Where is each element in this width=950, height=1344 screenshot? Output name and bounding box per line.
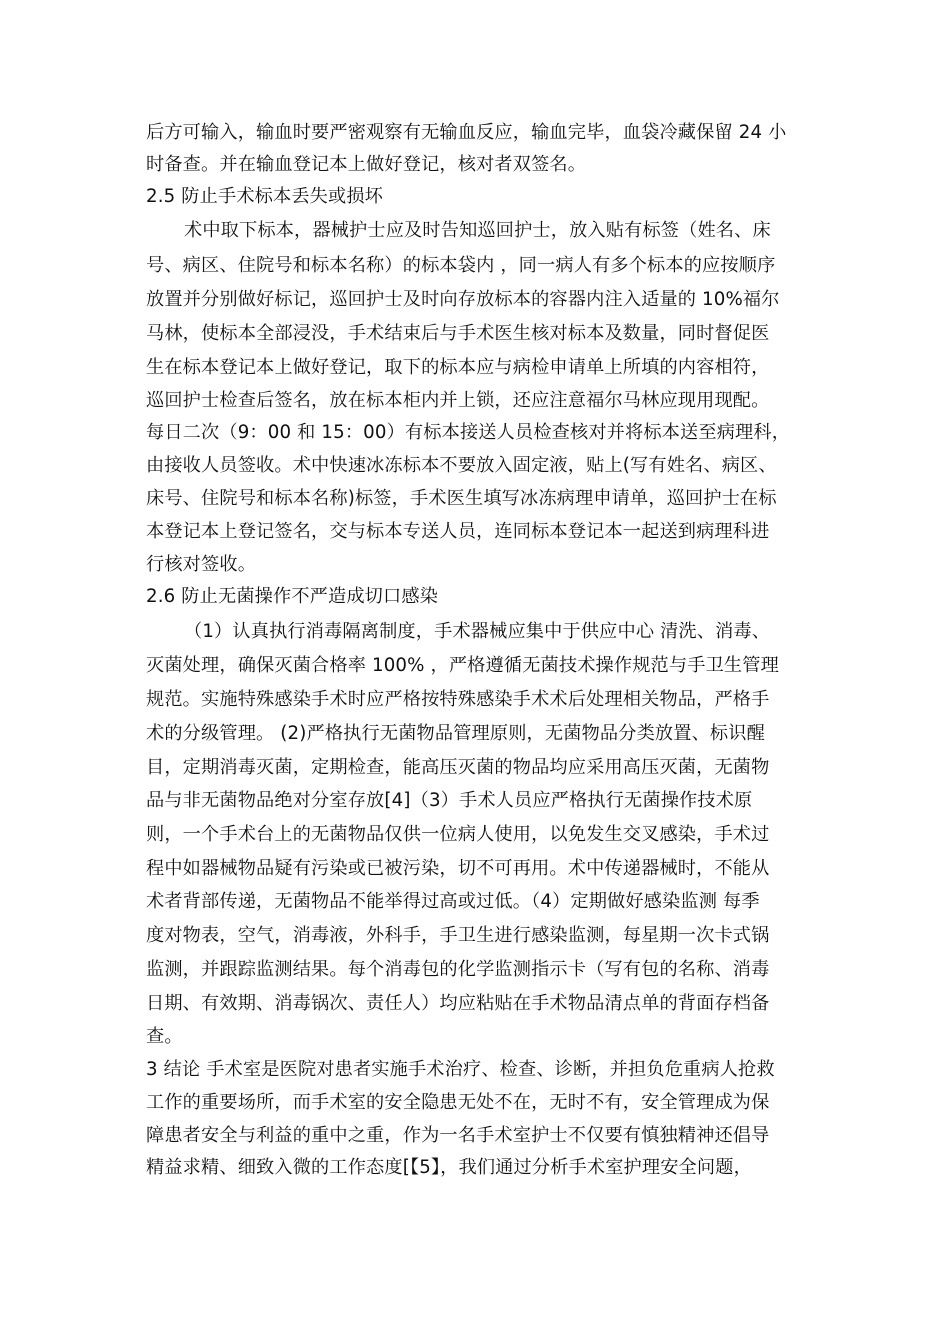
text-line: 本登记本上登记签名，交与标本专送人员，连同标本登记本一起送到病理科进 [146,521,770,542]
text-line: 行核对签收。 [146,554,257,575]
text-line: 生在标本登记本上做好登记，取下的标本应与病检申请单上所填的内容相符， [146,357,770,378]
section-heading-2-5: 2.5 防止手术标本丢失或损坏 [146,186,384,207]
text-line: 术者背部传递，无菌物品不能举得过高或过低。（4）定期做好感染监测 每季 [146,891,760,912]
text-line: 规范。实施特殊感染手术时应严格按特殊感染手术术后处理相关物品，严格手 [146,689,770,710]
section-heading-2-6: 2.6 防止无菌操作不严造成切口感染 [146,586,439,607]
text-line: 术中取下标本，器械护士应及时告知巡回护士，放入贴有标签（姓名、床 [184,220,771,241]
text-line: 查。 [146,1026,183,1047]
text-line: 马林，使标本全部浸没，手术结束后与手术医生核对标本及数量，同时督促医 [146,323,770,344]
text-line: 术的分级管理。 (2)严格执行无菌物品管理原则，无菌物品分类放置、标识醒 [146,723,765,744]
text-line: 放置并分别做好标记，巡回护士及时向存放标本的容器内注入适量的 10%福尔 [146,289,780,310]
text-line: （1）认真执行消毒隔离制度，手术器械应集中于供应中心 清洗、消毒、 [184,621,771,642]
text-line: 监测，并跟踪监测结果。每个消毒包的化学监测指示卡（写有包的名称、消毒 [146,959,770,980]
text-line: 时备查。并在输血登记本上做好登记，核对者双签名。 [146,154,587,175]
text-line: 工作的重要场所，而手术室的安全隐患无处不在，无时不有，安全管理成为保 [146,1092,770,1113]
text-line: 巡回护士检查后签名，放在标本柜内并上锁，还应注意福尔马林应现用现配。 [146,390,770,411]
text-line: 目，定期消毒灭菌，定期检查，能高压灭菌的物品均应采用高压灭菌，无菌物 [146,757,770,778]
text-line: 则，一个手术台上的无菌物品仅供一位病人使用，以免发生交叉感染，手术过 [146,824,770,845]
text-line: 度对物表，空气，消毒液，外科手，手卫生进行感染监测，每星期一次卡式锅 [146,925,770,946]
text-line: 程中如器械物品疑有污染或已被污染，切不可再用。术中传递器械时，不能从 [146,858,770,879]
text-line: 日期、有效期、消毒锅次、责任人）均应粘贴在手术物品清点单的背面存档备 [146,993,770,1014]
text-line: 障患者安全与利益的重中之重，作为一名手术室护士不仅要有慎独精神还倡导 [146,1125,770,1146]
text-line: 品与非无菌物品绝对分室存放[4]（3）手术人员应严格执行无菌操作技术原 [146,790,753,811]
text-line: 每日二次（9：00 和 15：00）有标本接送人员检查核对并将标本送至病理科， [146,422,791,443]
text-line: 灭菌处理，确保灭菌合格率 100% ，严格遵循无菌技术操作规范与手卫生管理 [146,655,779,676]
text-line: 由接收人员签收。术中快速冰冻标本不要放入固定液，贴上(写有姓名、病区、 [146,455,777,476]
text-line: 床号、住院号和标本名称)标签，手术医生填写冰冻病理申请单，巡回护士在标 [146,488,777,509]
text-line: 后方可输入，输血时要严密观察有无输血反应，输血完毕，血袋冷藏保留 24 小 [146,122,787,143]
text-line: 精益求精、细致入微的工作态度[【5】，我们通过分析手术室护理安全问题， [146,1157,752,1178]
text-line: 号、病区、住院号和标本名称）的标本袋内 ，同一病人有多个标本的应按顺序 [146,255,776,276]
section-heading-3: 3 结论 手术室是医院对患者实施手术治疗、检查、诊断，并担负危重病人抢救 [146,1059,775,1080]
